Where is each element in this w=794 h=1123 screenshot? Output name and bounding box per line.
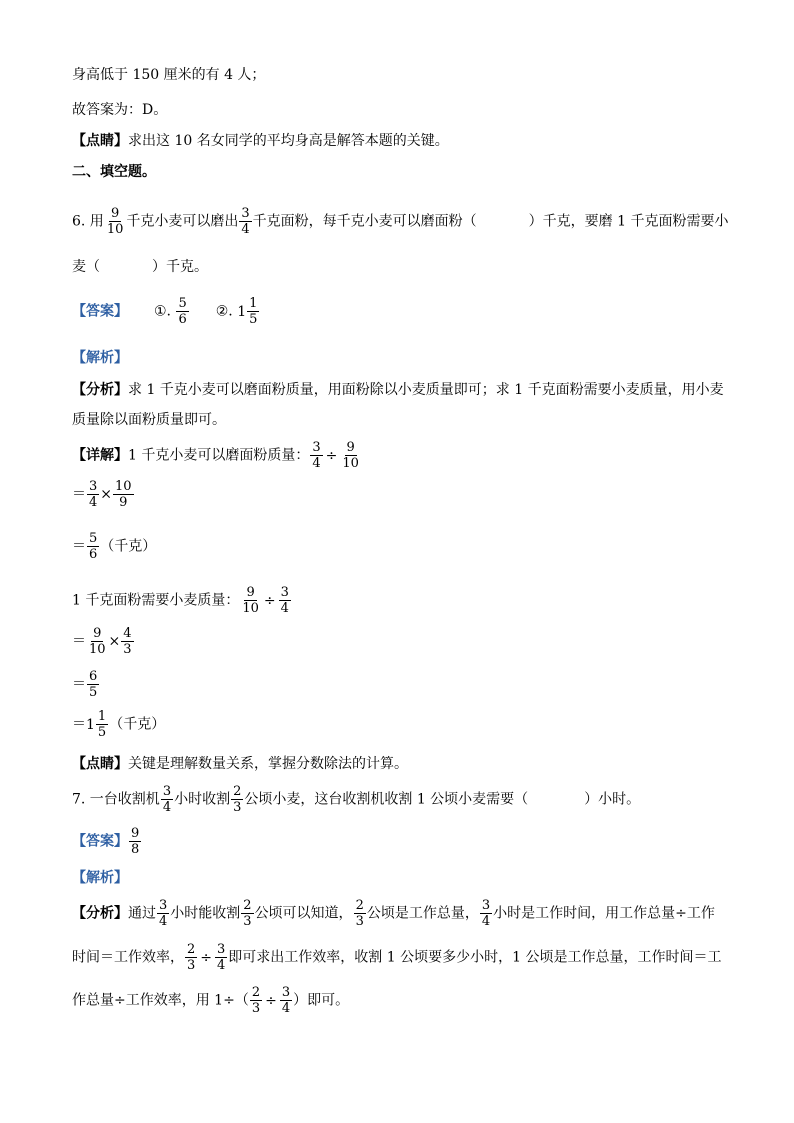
text-line: 【点睛】求出这 10 名女同学的平均身高是解答本题的关键。 (72, 133, 449, 149)
equation-line: ＝ $\frac{3}{4}$ × $\frac{10}{9}$ (72, 479, 132, 510)
fraction: $\frac{9}{10}$ (106, 206, 124, 237)
equation-line: ＝ 1 $\frac{1}{5}$ （千克） (72, 709, 166, 740)
answer-7: 【答案】 $\frac{9}{8}$ (72, 826, 140, 857)
text-line: 故答案为：D。 (72, 102, 168, 118)
answer-6: 【答案】 ①. $\frac{5}{6}$ ②. 1 $\frac{1}{5}$ (72, 296, 258, 327)
question-7: 7. 一台收割机 $\frac{3}{4}$ 小时收割 $\frac{2}{3}$ 公顷小麦，这台收割机收割 1 公顷小麦需要（ ）小时。 (72, 784, 641, 815)
text-line: 【分析】通过 $\frac{3}{4}$ 小时能收割 $\frac{2}{3}$ 公顷可以知道， $\frac{2}{3}$ 公顷是工作总量， $\frac{3}{4}$ 小时是工作时间，用工作总量÷工作 (72, 898, 715, 929)
equation-line: ＝ $\frac{6}{5}$ (72, 669, 98, 700)
detail-line: 1 千克面粉需要小麦质量： $\frac{9}{10}$ ÷ $\frac{3}{4}$ (72, 585, 289, 616)
analysis-heading: 【解析】 (72, 870, 128, 886)
text-line: 时间＝工作效率， $\frac{2}{3}$ ÷ $\frac{3}{4}$ 即可求出工作效率，收割 1 公顷要多少小时，1 公顷是工作总量，工作时间＝工 (72, 942, 722, 973)
section-heading: 二、填空题。 (72, 164, 156, 180)
equation-line: ＝ $\frac{9}{10}$ × $\frac{4}{3}$ (72, 626, 132, 657)
text-line: 【点睛】关键是理解数量关系，掌握分数除法的计算。 (72, 756, 408, 772)
question-6-cont: 麦（ ）千克。 (72, 259, 208, 275)
question-6: 6. 用 $\frac{9}{10}$ 千克小麦可以磨出 $\frac{3}{4}$ 千克面粉，每千克小麦可以磨面粉（ ）千克，要磨 1 千克面粉需要小 (72, 206, 729, 237)
equation-line: ＝ $\frac{5}{6}$ （千克） (72, 531, 157, 562)
fraction: $\frac{3}{4}$ (241, 206, 250, 237)
text-line: 作总量÷工作效率，用 1÷（ $\frac{2}{3}$ ÷ $\frac{3}{4}$ ）即可。 (72, 985, 350, 1016)
analysis-heading: 【解析】 (72, 350, 128, 366)
text-line: 【分析】求 1 千克小麦可以磨面粉质量，用面粉除以小麦质量即可；求 1 千克面粉需要小麦质量，用小麦 (72, 382, 724, 398)
text-line: 身高低于 150 厘米的有 4 人； (72, 67, 266, 83)
text-line: 质量除以面粉质量即可。 (72, 412, 226, 428)
detail-line: 【详解】1 千克小麦可以磨面粉质量： $\frac{3}{4}$ ÷ $\frac{9}{10}$ (72, 440, 359, 471)
